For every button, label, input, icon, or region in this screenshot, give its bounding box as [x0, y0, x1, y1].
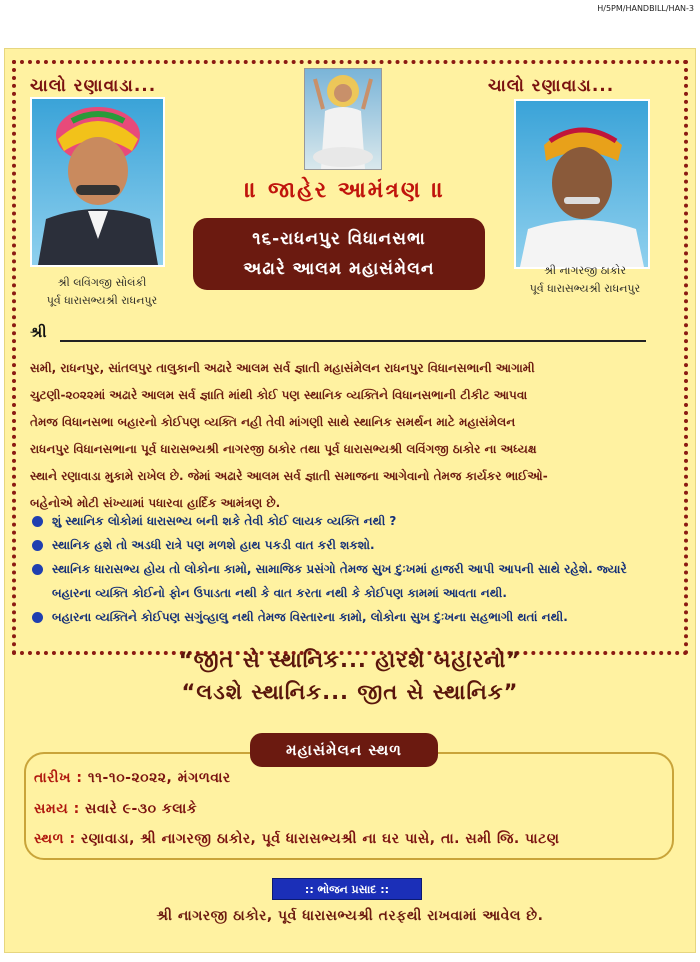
- slogan-right: ચાલો રણાવાડા...: [488, 76, 615, 96]
- banner-line-2: અઢારે આલમ મહાસંમેલન: [243, 259, 435, 279]
- bullet-dot-icon: [32, 516, 43, 527]
- food-heading: :: ભોજન પ્રસાદ ::: [272, 878, 422, 900]
- document-code: H/5PM/HANDBILL/HAN-3: [597, 4, 694, 13]
- paragraph-line: સમી, રાધનપુર, સાંતલપુર તાલુકાની અઢારે આલમ સર્વ જ્ઞાતી મહાસંમેલન રાધનપુર વિધાનસભાની આગામી: [30, 361, 535, 375]
- venue-place-row: [34, 831, 559, 847]
- place-value: રણાવાડા, શ્રી નાગરજી ઠાકોર, પૂર્વ ધારાસભ્યશ્રી ના ઘર પાસે, તા. સમી જિ. પાટણ: [80, 831, 560, 847]
- bullet-text: સ્થાનિક ધારાસભ્ય હોય તો લોકોના કામો, સામાજિક પ્રસંગો તેમજ સુખ દુઃખમાં હાજરી આપી આપની સાથે રહેશે. જ્યારે બહારના વ્યક્તિ કોઈનો ફોન ઉપાડતા નથી કે વાત કરતા નથી કે કોઈપણ કામમાં આવતા નથી.: [52, 562, 627, 600]
- venue-heading: મહાસંમેલન સ્થળ: [250, 733, 438, 767]
- date-label: તારીખ :: [34, 770, 83, 786]
- paragraph-line: ચુટણી-૨૦૨૨માં અઢારે આલમ સર્વ જ્ઞાતિ માંથી કોઈ પણ સ્થાનિક વ્યક્તિને વિધાનસભાની ટીકીટ આપવા: [30, 388, 528, 402]
- addressee-blank-line: [60, 340, 646, 342]
- venue-date-row: [34, 770, 231, 786]
- bullet-text: બહારના વ્યક્તિને કોઈપણ સગુંવ્હાલુ નથી તેમજ વિસ્તારના કામો, લોકોના સુખ દુઃખના સહભાગી થતાં નથી.: [52, 610, 568, 624]
- food-text: શ્રી નાગરજી ઠાકોર, પૂર્વ ધારાસભ્યશ્રી તરફથી રાખવામાં આવેલ છે.: [156, 908, 544, 924]
- left-leader-caption: [22, 274, 182, 310]
- bullet-text: શું સ્થાનિક લોકોમાં ધારાસભ્ય બની શકે તેવી કોઈ લાયક વ્યક્તિ નથી ?: [52, 514, 397, 528]
- paragraph-line: તેમજ વિધાનસભા બહારનો કોઈપણ વ્યક્તિ નહી તેવી માંગણી સાથે સ્થાનિક સમર્થન માટે મહાસંમેલન: [30, 415, 516, 429]
- paragraph-line: રાધનપુર વિધાનસભાના પૂર્વ ધારાસભ્યશ્રી નાગરજી ઠાકોર તથા પૂર્વ ધારાસભ્યશ્રી લવિંગજી ઠાકોર ના અધ્યક્ષ: [30, 442, 537, 456]
- invitation-title: ॥ જાહેર આમંત્રણ ॥: [244, 178, 446, 203]
- invitation-paragraph: [30, 355, 652, 517]
- left-leader-photo: [30, 97, 165, 267]
- time-label: સમય :: [34, 801, 80, 817]
- left-leader-role: પૂર્વ ધારાસભ્યશ્રી રાધનપુર: [46, 294, 158, 307]
- bullet-text: સ્થાનિક હશે તો અડધી રાત્રે પણ મળશે હાથ પકડી વાત કરી શકશો.: [52, 538, 375, 552]
- addressee-label: શ્રી: [30, 323, 47, 341]
- date-value: ૧૧-૧૦-૨૦૨૨, મંગળવાર: [87, 770, 231, 786]
- place-label: સ્થળ :: [34, 831, 76, 847]
- bullet-dot-icon: [32, 564, 43, 575]
- list-item: [30, 509, 658, 533]
- bullet-dot-icon: [32, 612, 43, 623]
- right-leader-role: પૂર્વ ધારાસભ્યશ્રી રાધનપુર: [529, 282, 641, 295]
- bullet-dot-icon: [32, 540, 43, 551]
- paragraph-line: સ્થાને રણાવાડા મુકામે રાખેલ છે. જેમાં અઢારે આલમ સર્વ જ્ઞાતી સમાજના આગેવાનો તેમજ કાર્યકર ભાઈઓ-: [30, 469, 548, 483]
- quote-2: “લડશે સ્થાનિક... જીત સે સ્થાનિક”: [181, 680, 519, 704]
- quote-1: “જીત સે સ્થાનિક... હારશે બહારનો”: [178, 648, 522, 672]
- list-item: [30, 557, 658, 605]
- slogan-left: ચાલો રણાવાડા...: [30, 76, 157, 96]
- banner-line-1: ૧૬-રાધનપુર વિધાનસભા: [252, 229, 426, 249]
- right-leader-photo: [514, 99, 650, 269]
- right-leader-caption: [500, 262, 670, 298]
- saint-photo: [304, 68, 382, 170]
- list-item: [30, 605, 658, 629]
- left-leader-name: શ્રી લવિંગજી સોલંકી: [57, 276, 147, 289]
- paragraph-line: બહેનોએ મોટી સંખ્યામાં પધારવા હાર્દિક આમંત્રણ છે.: [30, 496, 281, 510]
- venue-time-row: [34, 801, 197, 817]
- right-leader-name: શ્રી નાગરજી ઠાકોર: [543, 264, 627, 277]
- time-value: સવારે ૯-૩૦ કલાકે: [85, 801, 198, 817]
- event-banner: [193, 218, 485, 290]
- list-item: [30, 533, 658, 557]
- bullet-list: [30, 509, 658, 629]
